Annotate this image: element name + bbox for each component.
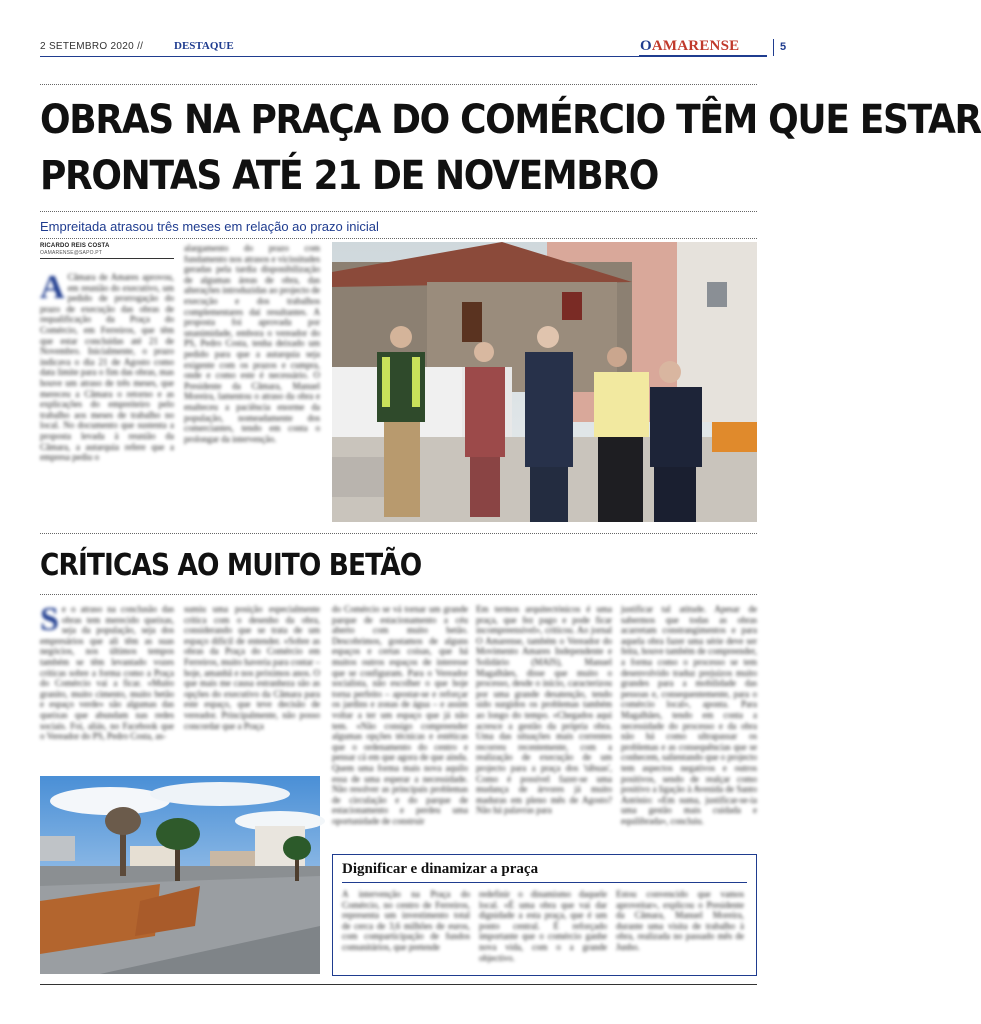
officials-at-worksite-photo bbox=[332, 242, 757, 522]
newspaper-logo: OAMARENSE bbox=[640, 38, 740, 54]
section-column-5: justificar tal atitude. Apesar de sabermos que todas as obras acarretam constrangimentos e para aquela obra fazer uma série deve ser feita, houve também de compreender, a forma como o processo se tem desenvolvido traduz prejuízos muito grandes para a mobilidade das pessoas e, consequentemente, para o comércio local», aponta. Para Magalhães, tendo em conta a necessidade do processo e da obra não há como ultrapassar os problemas e as consequências que se conhecem, salientando que o projecto tem aspectos negativos e outros positivos, sendo de realçar como positivo a ligação à Avenida de Santo António: «Em suma, justificar-se-ia uma gestão mais cuidada e equilibrada», concluiu. bbox=[621, 604, 757, 826]
dotted-divider bbox=[40, 594, 757, 595]
byline-email: OAMARENSE@SAPO.PT bbox=[40, 250, 103, 256]
byline-author: RICARDO REIS COSTA bbox=[40, 243, 110, 249]
section-column-3: do Comércio se vá tornar um grande parque de estacionamento a céu aberto com muito betão. Descobrimos, gostamos de alguns espaços e certas coisas, que há muitos outros espaços de interesse que se configuram. Para o Vereador socialista, não escolher o que hoje torna perfeito – apostar-se e reforçar os jardins e zonas de água – e assim voltar a ter um espaço que já não tem. «Não consigo compreender algumas opções técnicas e estéticas que o ordenamento do centro e pensar cá em que agora de que ainda. Quem uma forma mais nova aquilo essa de uma esperar a necessidade. Não resolver as principais problemas de circulação e do parque de estacionamento e perdeu uma oportunidade de construir bbox=[332, 604, 468, 826]
article-headline bbox=[40, 92, 981, 204]
dotted-divider bbox=[40, 533, 757, 534]
sidebar-column-2: redefinir o dinamismo daquele local. «É uma obra que vai dar dignidade a esta praça, que é um ponto central. É reforçado importante que o comércio ganhe nova vida, com o a grande objectivo. bbox=[479, 889, 607, 963]
header-rule bbox=[40, 56, 720, 57]
drop-cap: S bbox=[40, 601, 59, 638]
article-column-2: alargamento do prazo com fundamento nos atrasos e vicissitudes geradas pela tardia disponibilização de algumas áreas de obra, das alterações introduzidas ao projecto de execução e dos trabalhos complementares daí resultantes. A proposta foi aprovada por unanimidade, embora o vereador do PS, Pedro Costa, tenha deixado um pedido para que a autarquia seja exigente com os prazos e cumpra, onde e como este é necessário. O Presidente da Câmara, Manuel Moreira, lamentou o atraso da obra e enalteceu a paciência enorme da população, nomeadamente dos comerciantes, tendo em conta o prolongar da intervenção. bbox=[184, 243, 320, 444]
section-column-4: Em termos arquitectónicos é uma praça, que fez pago e pode ficar incompreensível», criticou. Ao jornal O Amarense, também o Vereador do Movimento Amares Independente e Solidário (MAIS), Manuel Magalhães, disse que muito o processo, desde o início, caracterizou por uma grande desatenção, tendo sido surgidos os problemas também ao longo do tempo. «Chegados aqui acresce a gestão da própria obra. Uma das situações mais correntes recorreu recentemente, com a realização de execução de um projecto para a praça dos 'tábuas', Como é possível fazer-se uma mudança de árvores já muito maduras em pleno mês de Agosto? Não há palavras para bbox=[476, 604, 612, 816]
dotted-divider bbox=[40, 211, 757, 212]
section-column-1: Se o atraso na conclusão das obras tem merecido queixas, seja da população, seja dos empresários que ali têm as suas negócios, nos últimos tempos também se têm levantado vozes críticas sobre a forma como a Praça do Comércio vai a ficar. «Muito granito, muito cimento, muito betão e espaço verde» são algumas das queixas que abundam nas redes sociais. Foi, aliás, no Facebook que o Vereador do PS, Pedro Costa, as- bbox=[40, 601, 174, 742]
square-construction-photo bbox=[40, 776, 320, 974]
headline-line-1: OBRAS NA PRAÇA DO COMÉRCIO TÊM QUE ESTAR bbox=[40, 97, 981, 143]
section-heading: CRÍTICAS AO MUITO BETÃO bbox=[40, 548, 422, 583]
sidebar-title: Dignificar e dinamizar a praça bbox=[342, 861, 539, 877]
section-label: DESTAQUE bbox=[174, 40, 234, 52]
article-column-1: A Câmara de Amares aprovou, em reunião do executivo, um pedido de prorrogação do prazo de execução das obras de requalificação da Praça do Comércio, em Ferreiros, que têm que estar concluídas até 21 de Novembro. Inicialmente, o prazo indicava o dia 21 de Agosto como data limite para o fim das obras, mas houve um atraso de três meses, que mereceu a Câmara o retorno e as explicações do empreiteiro pelo trabalho aos meses de trabalho no local. No documento que sustenta a proposta levada à reunião da Câmara, a autarquia refere que a empresa pediu o bbox=[40, 269, 174, 463]
sidebar-column-3: Estou convencido que vamos aproveitar», explicou o Presidente da Câmara, Manuel Moreira, durante uma visita de trabalho à obra, realizada no passado mês de Junho. bbox=[616, 889, 744, 952]
article-subheadline: Empreitada atrasou três meses em relação ao prazo inicial bbox=[40, 219, 379, 234]
dotted-divider bbox=[40, 238, 757, 239]
byline-rule bbox=[40, 258, 174, 259]
sidebar-title-rule bbox=[342, 882, 747, 883]
headline-line-2: PRONTAS ATÉ 21 DE NOVEMBRO bbox=[40, 153, 659, 199]
sidebar-box bbox=[332, 854, 757, 976]
issue-date: 2 SETEMBRO 2020 // bbox=[40, 41, 144, 52]
header-divider bbox=[773, 39, 774, 56]
dotted-divider bbox=[40, 84, 757, 85]
drop-cap: A bbox=[40, 269, 65, 306]
sidebar-column-1: A intervenção na Praça do Comércio, no centro de Ferreiros, representa um investimento total de cerca de 3,6 milhões de euros, com comparticipação de fundos comunitários, que pretende bbox=[342, 889, 470, 952]
section-column-2: sumiu uma posição especialmente crítica com o desenho da obra, considerando que se trata de um espaço difícil de entender. «Sobre as obras da Praça do Comércio em Ferreiros, muito haveria para contar – hoje, amanhã e nos próximos anos. O que mais me causa estranheza são as opções do executivo da Câmara para este espaço, que teve decisão de vereador. Principalmente, não posso concordar que a Praça bbox=[184, 604, 320, 731]
page-number: 5 bbox=[780, 41, 787, 53]
footer-rule bbox=[40, 984, 757, 985]
